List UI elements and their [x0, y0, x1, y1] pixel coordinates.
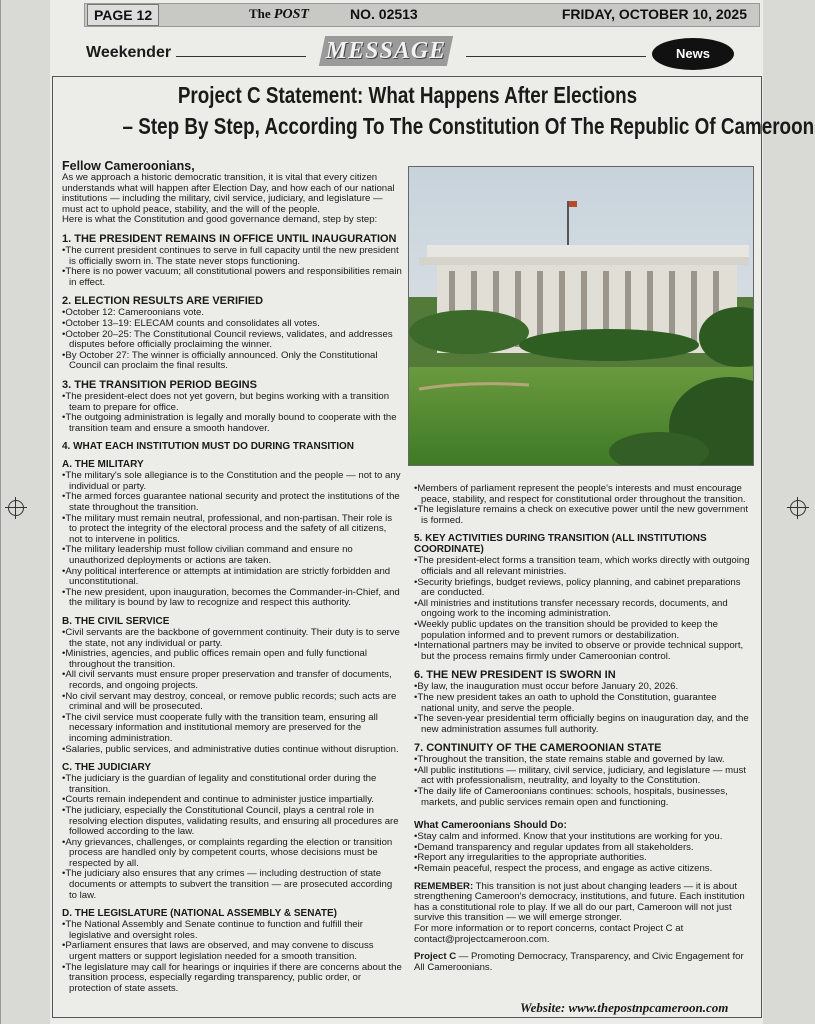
list-item: • All public institutions — military, civil service, judiciary, and legislature — must act with professionalism, neutrality, and loyalty to the Constitution.: [414, 766, 752, 787]
intro-paragraph: As we approach a historic democratic transition, it is vital that every citizen understands what will happen after Election Day, and how each of our national institutions — including the military, civil service, judiciary, and legislature — must act to uphold peace, stability, and the will of the people.: [62, 172, 395, 215]
divider: [176, 56, 306, 57]
issue-date: FRIDAY, OCTOBER 10, 2025: [561, 6, 747, 22]
list-item: • October 12: Cameroonians vote.: [62, 308, 402, 319]
list-item: • By law, the inauguration must occur before January 20, 2026.: [414, 682, 752, 693]
list-item: • The legislature may call for hearings or inquiries if there are concerns about the transition process, especially regarding transparency, public order, or protection of state assets.: [62, 963, 402, 995]
list-item: • There is no power vacuum; all constitutional powers and responsibilities remain in effect.: [62, 267, 402, 288]
list-item: • The legislature remains a check on executive power until the new government is formed.: [414, 505, 752, 526]
list-item: • The armed forces guarantee national security and protect the institutions of the state throughout the transition.: [62, 492, 402, 513]
unity-palace-photo: [408, 166, 754, 466]
left-column: [62, 160, 402, 994]
intro-lead: Here is what the Constitution and good governance demand, step by step:: [62, 214, 378, 226]
paper-title: [249, 6, 309, 23]
registration-mark-icon: [790, 500, 806, 516]
headline-line-1: Project C Statement: What Happens After Elections: [177, 82, 638, 108]
list-item: • Weekly public updates on the transition should be provided to keep the population informed and to prevent rumors or destabilization.: [414, 620, 752, 641]
news-badge: News: [652, 38, 734, 70]
list-item: • Throughout the transition, the state remains stable and governed by law.: [414, 755, 752, 766]
list-item: • All civil servants must ensure proper preservation and transfer of documents, records, and ongoing projects.: [62, 670, 402, 691]
remember-paragraph: [414, 882, 752, 924]
section-list: [62, 471, 402, 609]
list-item: • Courts remain independent and continue to administer justice impartially.: [62, 795, 402, 806]
list-item: • The new president, upon inauguration, becomes the Commander-in-Chief, and the military is bound by law to recognize and respect this authority.: [62, 588, 402, 609]
headline-line-2: – Step By Step, According To The Constitution Of The Republic Of Cameroon: [122, 113, 815, 139]
list-item: • Report any irregularities to the appropriate authorities.: [414, 853, 752, 864]
section-heading: 3. THE TRANSITION PERIOD BEGINS: [62, 378, 257, 391]
list-item: • October 13–19: ELECAM counts and consolidates all votes.: [62, 319, 402, 330]
list-item: • Salaries, public services, and administrative duties continue without disruption.: [62, 745, 402, 756]
section-list: [62, 392, 402, 434]
signoff: [414, 952, 752, 973]
divider: [466, 56, 646, 57]
list-item: • By October 27: The winner is officially announced. Only the Constitutional Council can proclaim the final results.: [62, 351, 402, 372]
section-heading: 2. ELECTION RESULTS ARE VERIFIED: [62, 295, 264, 308]
greeting: Fellow Cameroonians,: [62, 159, 195, 173]
list-item: • No civil servant may destroy, conceal, or remove public records; such acts are criminal and will be prosecuted.: [62, 692, 402, 713]
section-heading: 7. CONTINUITY OF THE CAMEROONIAN STATE: [414, 742, 662, 755]
masthead-bar: [84, 3, 760, 27]
list-item: • Security briefings, budget reviews, policy planning, and cabinet preparations are conducted.: [414, 578, 752, 599]
remember-body: This transition is not just about changing leaders — it is about strengthening Cameroon's democracy, institutions, and future. Each institution has a constitutional role to play. If we all do our part, Cameroon will not just survive this transition — we will emerge stronger.: [414, 880, 745, 924]
section-list: [62, 774, 402, 901]
signoff-label: Project C: [414, 951, 457, 963]
section-list: [414, 682, 752, 735]
section-list: [414, 755, 752, 808]
signoff-body: — Promoting Democracy, Transparency, and Civic Engagement for All Cameroonians.: [414, 951, 744, 973]
list-item: • The new president takes an oath to uphold the Constitution, guarantee national unity, and serve the people.: [414, 693, 752, 714]
list-item: • Any grievances, challenges, or complaints regarding the election or transition process are handled only by competent courts, whose decisions must be respected by all.: [62, 838, 402, 870]
page-number: PAGE 12: [87, 4, 159, 26]
message-logo: [319, 36, 453, 66]
section-label: Weekender: [86, 44, 172, 61]
section-heading: 4. WHAT EACH INSTITUTION MUST DO DURING TRANSITION: [62, 441, 355, 453]
list-item: • Demand transparency and regular updates from all stakeholders.: [414, 843, 752, 854]
page-crease: [0, 0, 1, 1024]
list-item: • Remain peaceful, respect the process, and engage as active citizens.: [414, 864, 752, 875]
list-item: • Ministries, agencies, and public offices remain open and fully functional throughout the transition.: [62, 649, 402, 670]
list-item: • The military leadership must follow civilian command and ensure no unauthorized deployments or actions are taken.: [62, 545, 402, 566]
remember-label: REMEMBER:: [414, 880, 474, 892]
palace-image: [409, 167, 753, 465]
section-heading: 5. KEY ACTIVITIES DURING TRANSITION (ALL INSTITUTIONS COORDINATE): [414, 533, 707, 556]
paper-name: POST: [273, 7, 309, 22]
list-item: • Members of parliament represent the people's interests and must encourage peace, stability, and respect for constitutional order throughout the transition.: [414, 484, 752, 505]
section-list: [62, 246, 402, 288]
logo-text: MESSAGE: [325, 38, 447, 64]
section-list: [414, 484, 752, 526]
section-heading: 6. THE NEW PRESIDENT IS SWORN IN: [414, 669, 616, 682]
section-list: [62, 308, 402, 372]
list-item: • The seven-year presidential term officially begins on inauguration day, and the new administration assumes full authority.: [414, 714, 752, 735]
subsection-heading: B. THE CIVIL SERVICE: [62, 616, 170, 627]
paper-prefix: The: [249, 6, 271, 21]
subsection-heading: D. THE LEGISLATURE (NATIONAL ASSEMBLY & SENATE): [62, 908, 338, 920]
section-list: [414, 556, 752, 662]
list-item: • The daily life of Cameroonians continues: schools, hospitals, businesses, markets, and public services remain open and functioning.: [414, 787, 752, 808]
registration-mark-icon: [8, 500, 24, 516]
list-item: • The judiciary also ensures that any crimes — including destruction of state documents or attempts to subvert the transition — are prosecuted according to law.: [62, 869, 402, 901]
list-item: • Any political interference or attempts at intimidation are strictly forbidden and unconstitutional.: [62, 567, 402, 588]
list-item: • The president-elect forms a transition team, which works directly with outgoing officials and all relevant ministries.: [414, 556, 752, 577]
list-item: • The outgoing administration is legally and morally bound to cooperate with the transition team and ensure a smooth handover.: [62, 413, 402, 434]
list-item: • The president-elect does not yet govern, but begins working with a transition team to prepare for office.: [62, 392, 402, 413]
list-item: • The National Assembly and Senate continue to function and fulfill their legislative and oversight roles.: [62, 920, 402, 941]
contact-line: For more information or to report concerns, contact Project C at contact@projectcameroon.com.: [414, 923, 684, 945]
list-item: • October 20–25: The Constitutional Council reviews, validates, and addresses disputes before officially proclaiming the winner.: [62, 330, 402, 351]
list-item: • The military must remain neutral, professional, and non-partisan. Their role is to protect the integrity of the electoral process and the safety of all citizens, not to intervene in politics.: [62, 514, 402, 546]
subsection-heading: C. THE JUDICIARY: [62, 762, 152, 774]
list-item: • International partners may be invited to observe or provide technical support, but the process remains firmly under Cameroonian control.: [414, 641, 752, 662]
list-item: • The judiciary is the guardian of legality and constitutional order during the transition.: [62, 774, 402, 795]
section-list: [414, 832, 752, 874]
list-item: • The current president continues to serve in full capacity until the new president is officially sworn in. The state never stops functioning.: [62, 246, 402, 267]
section-list: [62, 920, 402, 994]
list-item: • Stay calm and informed. Know that your institutions are working for you.: [414, 832, 752, 843]
issue-number: NO. 02513: [350, 6, 418, 22]
right-column: [414, 484, 752, 973]
list-item: • All ministries and institutions transfer necessary records, documents, and ongoing work to the incoming administration.: [414, 599, 752, 620]
list-item: • Parliament ensures that laws are observed, and may convene to discuss urgent matters or support legislation needed for a smooth transition.: [62, 941, 402, 962]
subsection-heading: A. THE MILITARY: [62, 459, 144, 471]
section-heading: 1. THE PRESIDENT REMAINS IN OFFICE UNTIL INAUGURATION: [62, 232, 397, 245]
list-item: • Civil servants are the backbone of government continuity. Their duty is to serve the state, not any individual or party.: [62, 628, 402, 649]
list-item: • The judiciary, especially the Constitutional Council, plays a central role in resolving election disputes, validating results, and ensuring all procedures are followed according to the law.: [62, 806, 402, 838]
should-do-heading: What Cameroonians Should Do:: [414, 820, 567, 832]
section-list: [62, 628, 402, 755]
list-item: • The civil service must cooperate fully with the transition team, ensuring all necessary information and institutional memory are preserved for the incoming administration.: [62, 713, 402, 745]
website-footer: Website: www.thepostnpcameroon.com: [520, 1000, 729, 1015]
list-item: • The military's sole allegiance is to the Constitution and the people — not to any individual or party.: [62, 471, 402, 492]
article-headline: [122, 80, 815, 142]
